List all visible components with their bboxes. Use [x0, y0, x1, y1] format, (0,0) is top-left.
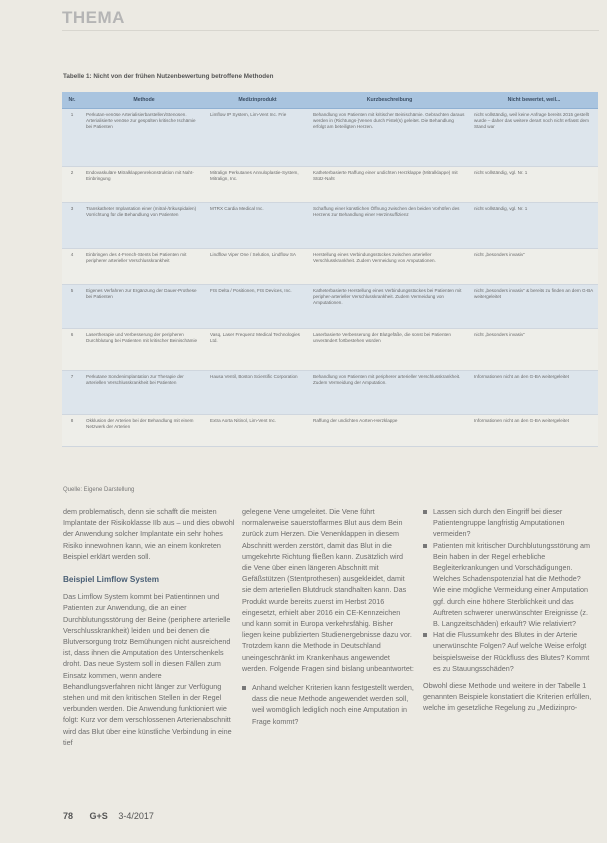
table-cell: Katheterbasierte Raffung einer undichten Herzklappe (Mitralklappe) mit Stütz-Naht — [309, 167, 470, 203]
publication-name: G+S — [89, 811, 108, 821]
table-cell: 5 — [62, 285, 82, 329]
table-cell: nicht „besonders invasiv“ — [470, 249, 598, 285]
section-heading: Beispiel Limflow System — [63, 575, 160, 585]
table-cell: Einbringen des 4-French-Stents bei Patienten mit peripherer arterieller Verschlusskrankheit — [82, 249, 206, 285]
table-cell: Raffung der undichten Aorten-Herzklappe — [309, 415, 470, 447]
header-divider — [62, 30, 599, 31]
table-cell: 8 — [62, 415, 82, 447]
table-cell: Lindflow Viper One / Selution, Lindflow SA — [206, 249, 309, 285]
table-cell: Okklusion der Arterien bei der Behandlung mit einem Netzwerk der Arterien — [82, 415, 206, 447]
table-cell: nicht „besonders invasiv“ & bereits zu finden an dem G-BA weitergeleitet — [470, 285, 598, 329]
table-cell: Perkutane Sondenimplantation zur Therapie der arteriellen Verschlusskrankheit bei Patienten — [82, 371, 206, 415]
table-cell: 2 — [62, 167, 82, 203]
table-cell: Behandlung von Patienten mit peripherer arterieller Verschlusskrankheit. Zudem Vermeidung der Amputation. — [309, 371, 470, 415]
table-cell: Laserbasierte Verbesserung der Blutgefäße, die sonst bei Patienten unverändert fortbestehen würden — [309, 329, 470, 371]
table-cell: 4 — [62, 249, 82, 285]
column-header-description: Kurzbeschreibung — [309, 92, 470, 109]
table-cell: Eigenes Verfahren zur Ergänzung der Dauer-Prothese bei Patienten — [82, 285, 206, 329]
table-row — [62, 203, 598, 249]
table-cell: 6 — [62, 329, 82, 371]
table-row — [62, 249, 598, 285]
question-list — [242, 682, 414, 727]
table-row — [62, 371, 598, 415]
table-cell: Hausa Ventil, Boston Scientific Corporation — [206, 371, 309, 415]
text-column-1 — [63, 506, 235, 748]
page-number: 78 — [63, 811, 74, 821]
table-cell: Extra Aorta Nitinol, Lim-Vent Inc. — [206, 415, 309, 447]
body-paragraph: gelegene Vene umgeleitet. Die Vene führt normalerweise sauerstoffarmes Blut aus dem Bein zurück zum Herzen. Die Venenklappen in diesem Abschnitt werden zerstört, damit das Blut in die umgekehrte Richtung fließen kann. Zusätzlich wird die Vene über einen längeren Abschnitt mit Gefäßstützen (Stentprothesen) ausgekleidet, damit sie dem arteriellen Blutdruck standhalten kann. Das Produkt wurde bereits zuerst im Herbst 2016 eingesetzt, erhielt aber 2016 ein CE-Kennzeichen und kann somit in Europa verkehrsfähig. Bisher liegen keine publizierten Studienergebnisse dazu vor. Trotzdem kann die Methode in Deutschland uneingeschränkt im Krankenhaus angewendet werden. Folgende Fragen sind bislang unbeantwortet: — [242, 507, 414, 673]
body-paragraph: Obwohl diese Methode und weitere in der Tabelle 1 genannten Beispiele konstatiert die Kriterien erfüllen, welche im gesetzliche Regelung zu „Medizinpro- — [423, 681, 592, 713]
table-cell: 3 — [62, 203, 82, 249]
table-caption: Tabelle 1: Nicht von der frühen Nutzenbewertung betroffene Methoden — [63, 73, 274, 80]
table-header-row — [62, 92, 598, 109]
table-cell: 7 — [62, 371, 82, 415]
table-cell: Schaffung einer künstlichen Öffnung zwischen den beiden Vorhöfen des Herzens zur Behandlung einer Herzinsuffizienz — [309, 203, 470, 249]
table-row — [62, 329, 598, 371]
list-item: Anhand welcher Kriterien kann festgestellt werden, dass die neue Methode angewendet werden soll, weil womöglich lediglich noch eine Amputation in Frage kommt? — [242, 682, 414, 727]
table-cell: nicht „besonders invasiv“ — [470, 329, 598, 371]
table-row — [62, 167, 598, 203]
table-row — [62, 285, 598, 329]
column-header-device: Medizinprodukt — [206, 92, 309, 109]
issue-label: 3-4/2017 — [118, 811, 154, 821]
page-footer — [63, 811, 154, 821]
list-item: Hat die Flussumkehr des Blutes in der Arterie unerwünschte Folgen? Auf welche Weise erfolgt beispielsweise der Rückfluss des Blutes? Kommt es zu Stauungsschäden? — [423, 629, 595, 674]
table-cell: Informationen nicht an den G-BA weitergeleitet — [470, 371, 598, 415]
table-cell: 1 — [62, 109, 82, 167]
table-cell: FIS Delta / Positionen, FIS Devices, Inc. — [206, 285, 309, 329]
table-cell: Mitralign Perkutanes Annuloplastie-System, Mitralign, Inc. — [206, 167, 309, 203]
intro-paragraph: dem problematisch, denn sie schafft die meisten Implantate der Risikoklasse IIb aus – und dies obwohl der Anwendung solcher Implantate ein sehr hohes Risiko innewohnen kann, wie an einem konkreten Beispiel erklärt werden soll. — [63, 507, 235, 561]
methods-table — [62, 92, 598, 447]
text-column-3 — [423, 506, 595, 714]
body-paragraph: Das Limflow System kommt bei Patientinnen und Patienten zur Anwendung, die an einer Durchblutungsstörung der Beine (periphere arterielle Verschlusskrankheit) leiden und bei denen die Blutversorgung trotz Bemühungen nicht ausreichend ist, dass ihnen die Amputation des Unterschenkels droht. Das neue System soll in diesen Fällen zum Einsatz kommen, wenn andere Behandlungsverfahren nicht länger zur Verfügung stehen und mit den kritischen Stellen in der Regel verbunden werden. Die Anwendung funktioniert wie folgt: Kurz vor dem verschlossenen Arterienabschnitt wird das Blut über eine künstliche Verbindung in eine tief — [63, 592, 232, 747]
table-cell: MTRX Cardia Medical Inc. — [206, 203, 309, 249]
table-cell: Endovaskuläre Mitralklappenrekonstruktion mit Naht-Einbringung — [82, 167, 206, 203]
section-title: THEMA — [62, 8, 125, 27]
table-cell: nicht vollständig, vgl. Nr. 1 — [470, 167, 598, 203]
table-cell: nicht vollständig, vgl. Nr. 1 — [470, 203, 598, 249]
table-cell: Lasertherapie und Verbesserung der peripheren Durchblutung bei Patienten mit kritischer Beinischämie — [82, 329, 206, 371]
list-item: Patienten mit kritischer Durchblutungsstörung am Bein haben in der Regel erhebliche Begleiterkrankungen und Vorschädigungen. Welches Schadenspotenzial hat die Methode? Wie eine mögliche Vermeidung einer Amputation ggf. durch eine höhere Sterblichkeit und das Auftreten schwerer unerwünschter Ereignisse (z. B. Langzeitschäden) erkauft? Wie relativiert? — [423, 540, 595, 630]
table-cell: Perkutan-venöse Arterialisierbarstellen/Stenosen. Arterialisierte venöse zur gespülten kritische Ischämie bei Patienten — [82, 109, 206, 167]
table-row — [62, 415, 598, 447]
table-cell: Herstellung eines Verbindungsstückes zwischen arterieller Verschlusskrankheit. Zudem Vermeidung von Amputationen. — [309, 249, 470, 285]
table-row — [62, 109, 598, 167]
column-header-method: Methode — [82, 92, 206, 109]
column-header-nr: Nr. — [62, 92, 82, 109]
table-source: Quelle: Eigene Darstellung — [63, 487, 135, 493]
table-cell: Limflow IP System, Lim-Vent Inc. Frie — [206, 109, 309, 167]
question-list — [423, 506, 595, 674]
table-cell: Katheterbasierte Herstellung eines Verbindungsstückes bei Patienten mit peripher-arterieller Verschlusskrankheit. Zudem Vermeidung von Amputationen. — [309, 285, 470, 329]
table-cell: Behandlung von Patienten mit kritischer Beinischämie. Gebrachten daraus werden in (Richtungs-)Venen durch Fistel(s) geleitet. Die Behandlung erfolgt am beteiligten Herzen. — [309, 109, 470, 167]
list-item: Lassen sich durch den Eingriff bei dieser Patientengruppe langfristig Amputationen vermeiden? — [423, 506, 595, 540]
table-cell: Informationen nicht an den G-BA weitergeleitet — [470, 415, 598, 447]
table-cell: Transkatheter Implantation einer (mitral-/trikuspidalen) Vorrichtung für die Behandlung von Patienten — [82, 203, 206, 249]
table-cell: Vasq, Laser Frequenz Medical Technologies Ltd. — [206, 329, 309, 371]
column-header-reason: Nicht bewertet, weil... — [470, 92, 598, 109]
table-cell: nicht vollständig, weil keine Anfrage bereits 2015 gestellt wurde – daher das weitere derart noch nicht erfasst dem Stand war — [470, 109, 598, 167]
text-column-2 — [242, 506, 414, 727]
